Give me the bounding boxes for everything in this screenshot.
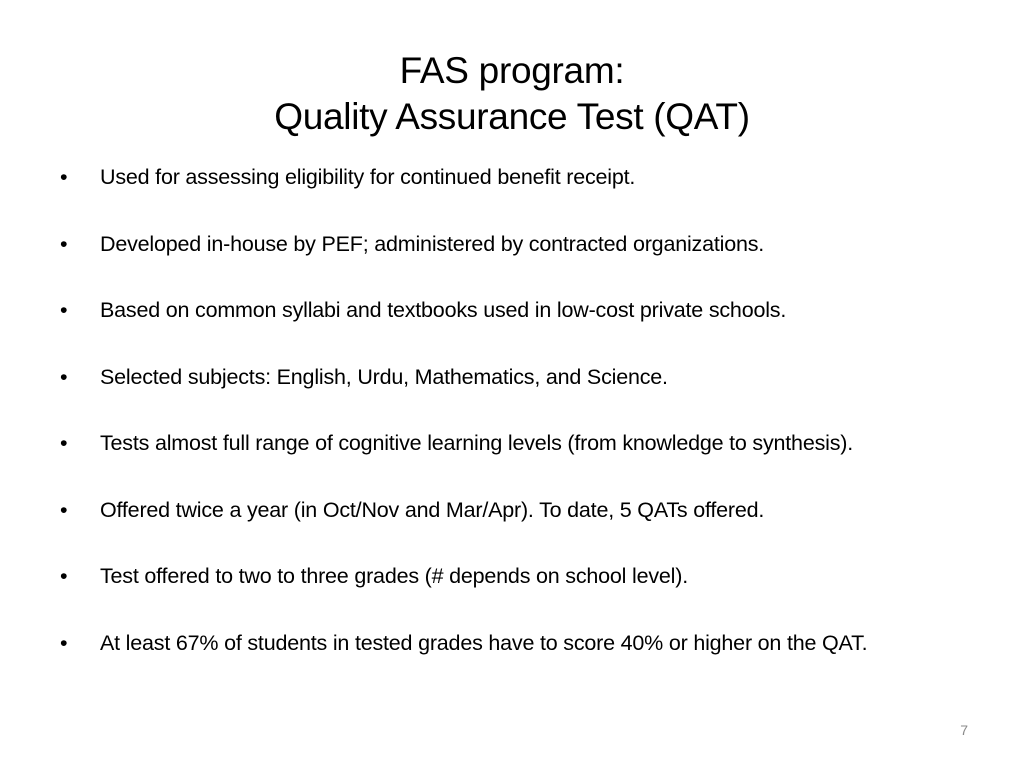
bullet-list: [60, 164, 960, 696]
bullet-dot-icon: •: [60, 231, 68, 256]
bullet-item-eligibility: [60, 164, 960, 191]
bullet-item-schedule: [60, 497, 960, 524]
bullet-text: Used for assessing eligibility for continued benefit receipt.: [100, 165, 636, 189]
page-number: 7: [960, 722, 968, 738]
bullet-text: Developed in-house by PEF; administered by contracted organizations.: [100, 231, 765, 256]
title-line-1: FAS program:: [399, 50, 625, 91]
bullet-dot-icon: •: [60, 298, 68, 322]
bullet-dot-icon: •: [60, 630, 68, 655]
slide-title: [60, 48, 964, 140]
bullet-item-grades: [60, 563, 960, 590]
bullet-text: Tests almost full range of cognitive learning levels (from knowledge to synthesis).: [100, 431, 853, 455]
bullet-item-developed: [60, 231, 960, 258]
bullet-dot-icon: •: [60, 564, 68, 588]
bullet-text: Offered twice a year (in Oct/Nov and Mar/Apr). To date, 5 QATs offered.: [100, 497, 765, 522]
bullet-item-cognitive-levels: [60, 430, 960, 457]
bullet-text: At least 67% of students in tested grades have to score 40% or higher on the QAT.: [100, 630, 868, 655]
bullet-text: Selected subjects: English, Urdu, Mathematics, and Science.: [100, 364, 668, 389]
title-line-2: Quality Assurance Test (QAT): [274, 96, 750, 137]
bullet-item-syllabi: [60, 297, 960, 324]
bullet-dot-icon: •: [60, 431, 68, 455]
bullet-dot-icon: •: [60, 364, 68, 389]
bullet-item-subjects: [60, 364, 960, 391]
bullet-dot-icon: •: [60, 165, 68, 189]
bullet-text: Test offered to two to three grades (# depends on school level).: [100, 564, 688, 588]
bullet-text: Based on common syllabi and textbooks used in low-cost private schools.: [100, 298, 787, 322]
bullet-item-threshold: [60, 630, 960, 657]
bullet-dot-icon: •: [60, 497, 68, 522]
